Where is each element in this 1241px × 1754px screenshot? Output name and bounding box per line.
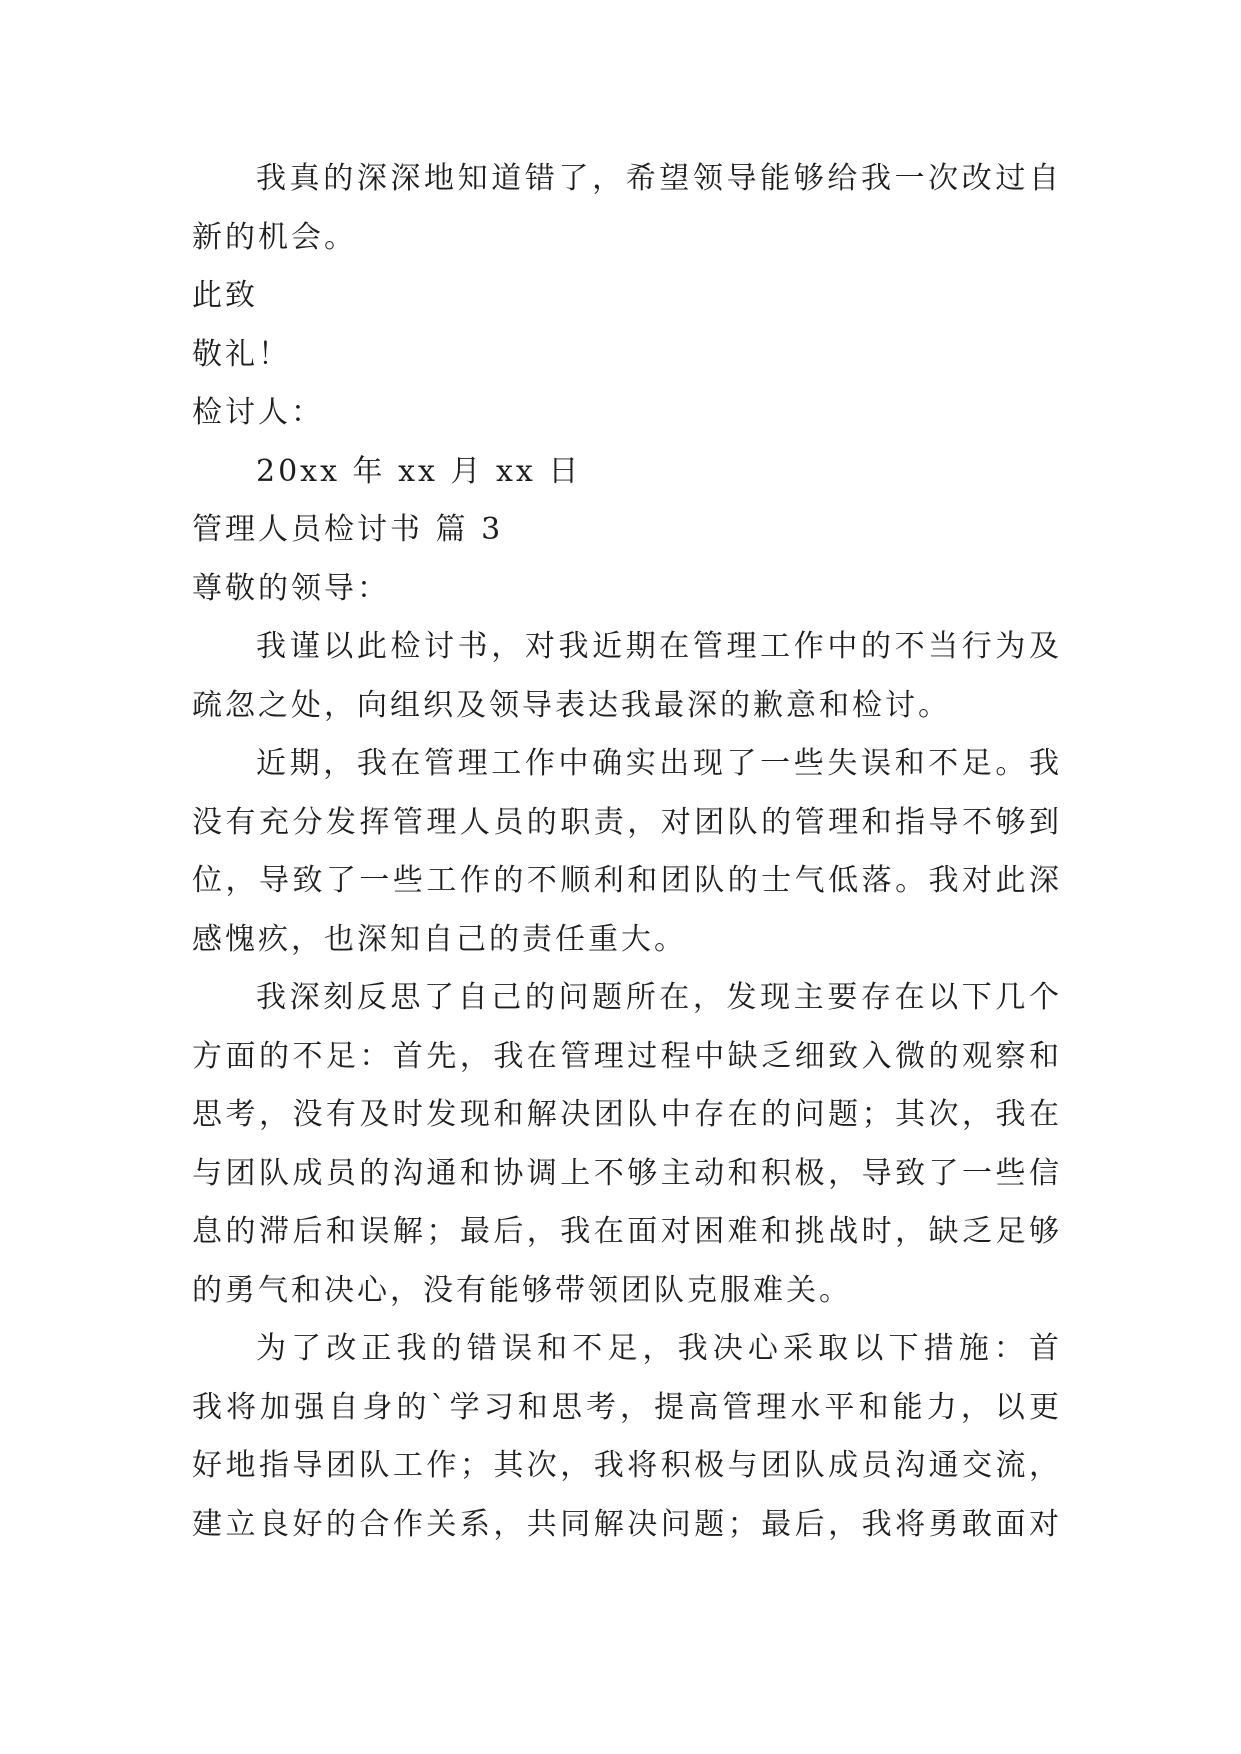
closing-salutation: 此致 — [192, 278, 258, 313]
text-line: 近期，我在管理工作中确实出现了一些失误和不足。我 — [256, 746, 1062, 781]
text-line: 好地指导团队工作；其次，我将积极与团队成员沟通交流， — [192, 1448, 1062, 1483]
text-line: 感愧疚，也深知自己的责任重大。 — [192, 921, 687, 957]
text-line: 息的滞后和误解；最后，我在面对困难和挑战时，缺乏足够 — [192, 1214, 1062, 1249]
text-line: 疏忽之处，向组织及领导表达我最深的歉意和检讨。 — [192, 687, 951, 723]
text-line: 没有充分发挥管理人员的职责，对团队的管理和指导不够到 — [192, 804, 1062, 840]
text-line: 的勇气和决心，没有能够带领团队克服难关。 — [192, 1272, 852, 1308]
text-line: 位，导致了一些工作的不顺利和团队的士气低落。我对此深 — [192, 863, 1062, 898]
closing-salutation: 敬礼！ — [192, 336, 291, 372]
text-line: 方面的不足：首先，我在管理过程中缺乏细致入微的观察和 — [192, 1038, 1062, 1074]
greeting: 尊敬的领导： — [192, 570, 390, 606]
text-line: 为了改正我的错误和不足，我决心采取以下措施：首 — [256, 1331, 1062, 1366]
text-line: 新的机会。 — [192, 219, 357, 255]
signature-label: 检讨人： — [192, 395, 324, 430]
text-line: 我将加强自身的`学习和思考，提高管理水平和能力，以更 — [192, 1389, 1062, 1425]
text-line: 我深刻反思了自己的问题所在，发现主要存在以下几个 — [256, 980, 1062, 1015]
section-title: 管理人员检讨书 篇 3 — [192, 512, 504, 547]
text-line: 与团队成员的沟通和协调上不够主动和积极，导致了一些信 — [192, 1155, 1062, 1191]
document-page — [192, 150, 1062, 1554]
text-line: 建立良好的合作关系，共同解决问题；最后，我将勇敢面对 — [192, 1506, 1062, 1542]
text-line: 我真的深深地知道错了，希望领导能够给我一次改过自 — [256, 161, 1062, 196]
text-line: 思考，没有及时发现和解决团队中存在的问题；其次，我在 — [192, 1097, 1062, 1132]
text-line: 我谨以此检讨书，对我近期在管理工作中的不当行为及 — [256, 629, 1062, 664]
date-line: 20xx 年 xx 月 xx 日 — [256, 453, 582, 489]
